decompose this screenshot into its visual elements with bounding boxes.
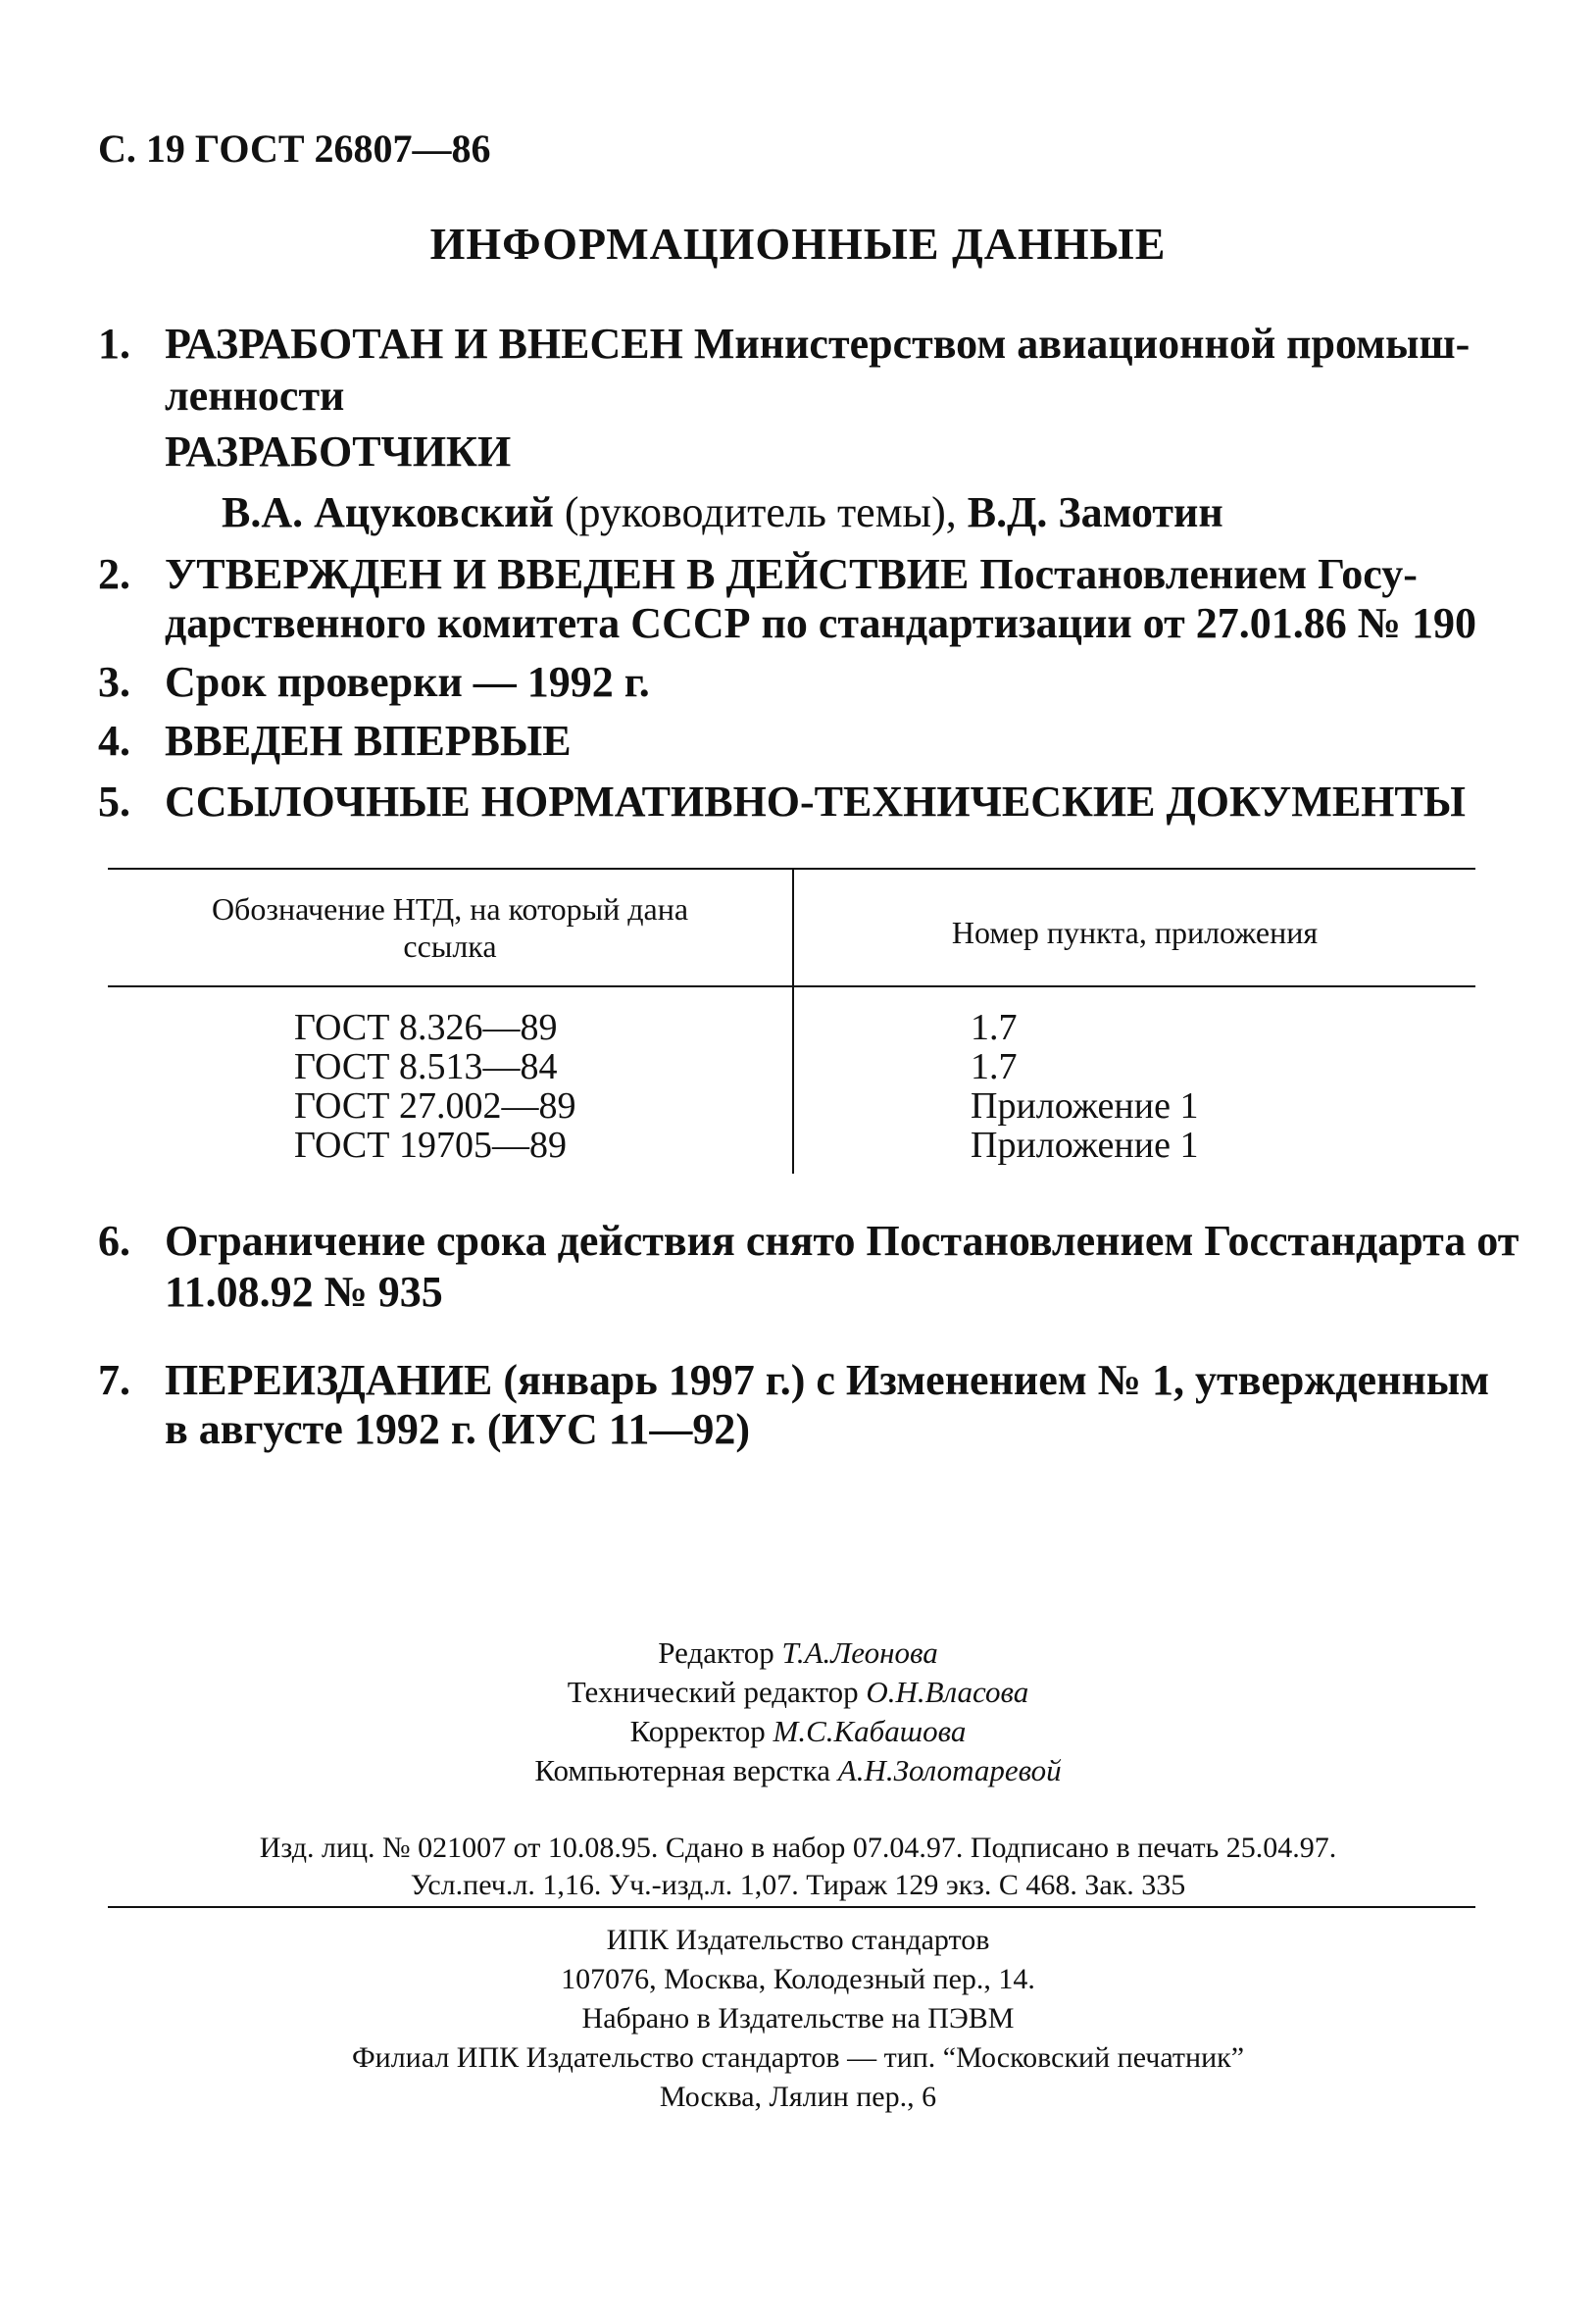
table-row-doc: ГОСТ 19705—89: [294, 1125, 567, 1166]
publisher-line: 107076, Москва, Колодезный пер., 14.: [561, 1963, 1035, 1995]
publisher-line: Набрано в Издательстве на ПЭВМ: [581, 2002, 1015, 2035]
developers-line: [222, 487, 1223, 537]
table-header-col1-line2: ссылка: [403, 929, 497, 964]
table-row-ref: 1.7: [971, 1046, 1018, 1087]
item-number: 3.: [98, 658, 130, 706]
item-7-line1: ПЕРЕИЗДАНИЕ (январь 1997 г.) с Изменением № 1, утвержденным: [165, 1356, 1490, 1404]
item-2-caps: УТВЕРЖДЕН И ВВЕДЕН В ДЕЙСТВИЕ: [165, 550, 970, 598]
credit-label: Редактор: [658, 1635, 774, 1670]
item-6-line2: 11.08.92 № 935: [165, 1268, 443, 1316]
item-1-caps: РАЗРАБОТАН И ВНЕСЕН: [165, 320, 683, 368]
publisher-line: ИПК Издательство стандартов: [606, 1924, 990, 1956]
item-number: 6.: [98, 1217, 130, 1265]
developer-name-2: В.Д. Замотин: [967, 488, 1223, 536]
table-row-ref: Приложение 1: [971, 1085, 1199, 1127]
item-3-text: Срок проверки — 1992 г.: [165, 658, 650, 706]
item-7-line2: в августе 1992 г. (ИУС 11—92): [165, 1405, 751, 1453]
item-5-text: ССЫЛОЧНЫЕ НОРМАТИВНО-ТЕХНИЧЕСКИЕ ДОКУМЕНТЫ: [165, 778, 1466, 826]
table-header-col1-line1: Обозначение НТД, на который дана: [211, 891, 689, 927]
page-header: С. 19 ГОСТ 26807—86: [98, 126, 491, 171]
publisher-line: Москва, Лялин пер., 6: [659, 2081, 937, 2113]
table-header-col1: [108, 890, 792, 965]
credit-label: Компьютерная верстка: [534, 1753, 831, 1787]
table-header-col2: Номер пункта, приложения: [951, 915, 1319, 950]
credit-name: О.Н.Власова: [866, 1675, 1029, 1709]
item-2-rest: Постановлением Госу-: [979, 550, 1418, 598]
item-number: 1.: [98, 320, 130, 368]
imprint-line-2: Усл.печ.л. 1,16. Уч.-изд.л. 1,07. Тираж 129 экз. С 468. Зак. 335: [410, 1869, 1186, 1901]
credit-line: [0, 1675, 1596, 1710]
item-number: 7.: [98, 1356, 130, 1404]
credit-label: Корректор: [629, 1714, 766, 1748]
item-1-line1: [165, 319, 1470, 369]
credit-name: М.С.Кабашова: [773, 1714, 967, 1748]
item-1-rest: Министерством авиационной промыш-: [693, 320, 1471, 368]
imprint-line-1: Изд. лиц. № 021007 от 10.08.95. Сдано в набор 07.04.97. Подписано в печать 25.04.97.: [259, 1832, 1337, 1864]
table-row-ref: 1.7: [971, 1007, 1018, 1048]
credit-line: [0, 1635, 1596, 1671]
imprint-rule: [108, 1906, 1475, 1908]
credit-label: Технический редактор: [567, 1675, 859, 1709]
table-row-doc: ГОСТ 27.002—89: [294, 1085, 576, 1127]
developer-role: (руководитель темы),: [564, 488, 957, 536]
credit-line: [0, 1714, 1596, 1749]
item-6-line1: Ограничение срока действия снято Постановлением Госстандарта от: [165, 1217, 1520, 1265]
table-row-doc: ГОСТ 8.326—89: [294, 1007, 558, 1048]
item-2-line1: [165, 549, 1418, 599]
page-title: ИНФОРМАЦИОННЫЕ ДАННЫЕ: [429, 219, 1167, 269]
publisher-line: Филиал ИПК Издательство стандартов — тип. “Московский печатник”: [351, 2041, 1245, 2074]
item-number: 4.: [98, 717, 130, 765]
item-number: 2.: [98, 550, 130, 598]
item-4-text: ВВЕДЕН ВПЕРВЫЕ: [165, 717, 572, 765]
table-row-doc: ГОСТ 8.513—84: [294, 1046, 558, 1087]
credit-name: А.Н.Золотаревой: [837, 1753, 1062, 1787]
item-1-line2: ленности: [165, 372, 345, 420]
developer-name-1: В.А. Ацуковский: [222, 488, 554, 536]
item-number: 5.: [98, 778, 130, 826]
table-row-ref: Приложение 1: [971, 1125, 1199, 1166]
credit-name: Т.А.Леонова: [781, 1635, 938, 1670]
item-2-line2: дарственного комитета СССР по стандартизации от 27.01.86 № 190: [165, 599, 1476, 647]
developers-heading: РАЗРАБОТЧИКИ: [165, 427, 512, 476]
credit-line: [0, 1753, 1596, 1788]
